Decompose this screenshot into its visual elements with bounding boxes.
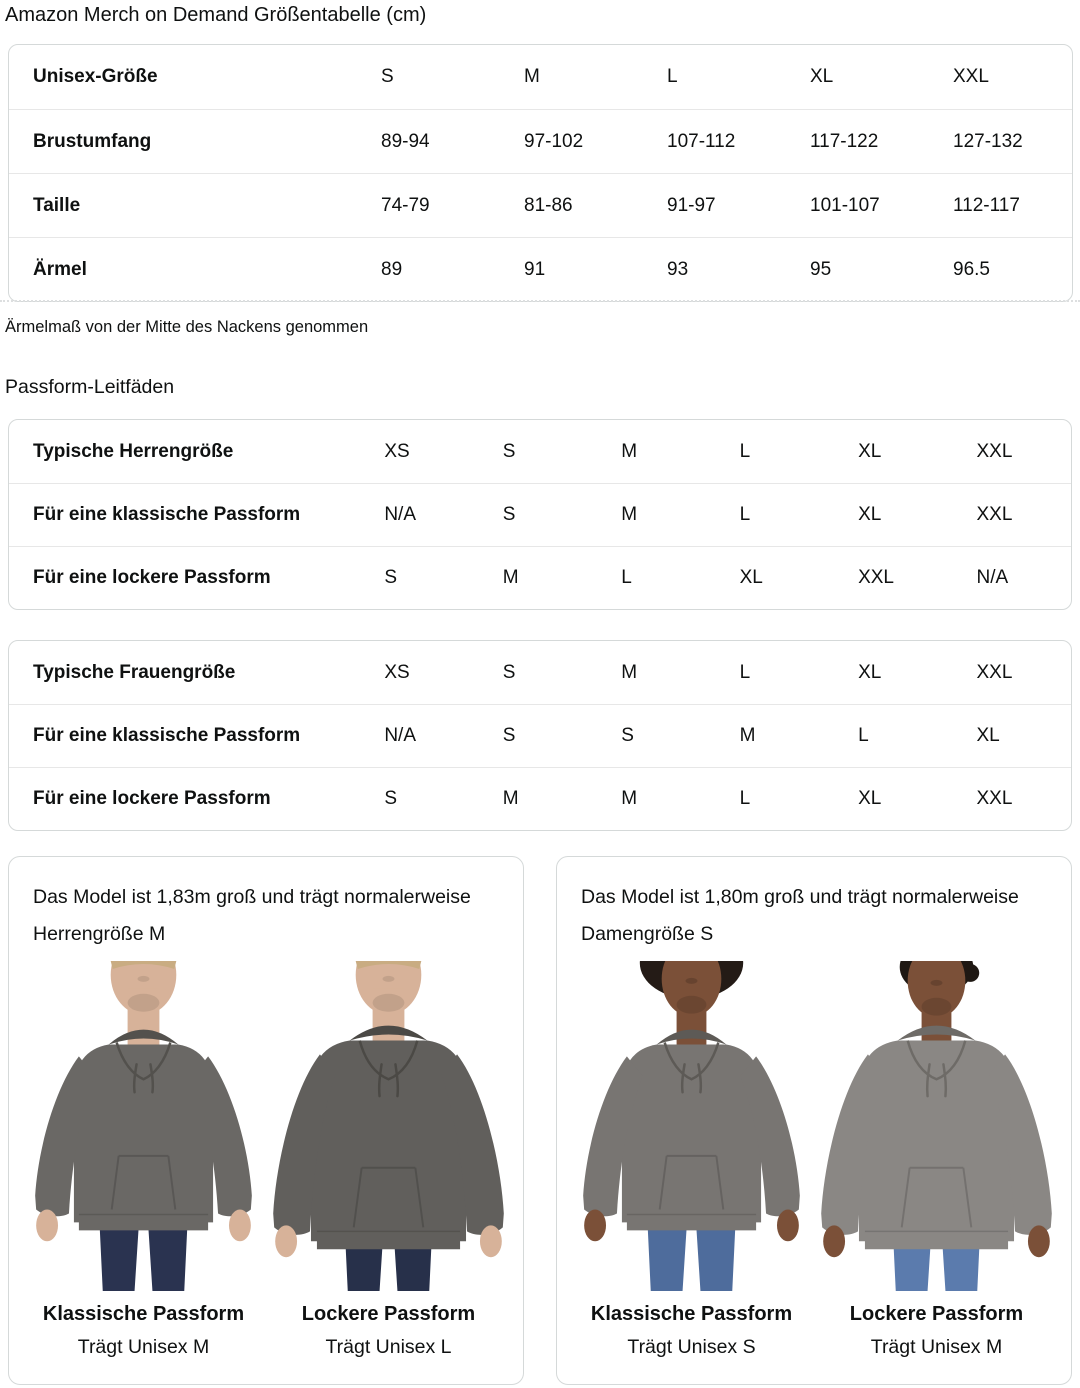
photo-block-classic	[572, 961, 811, 1359]
row-label: Unisex-Größe	[33, 66, 158, 87]
size-cell: 97-102	[500, 109, 643, 173]
womens-fit-table-wrap	[8, 640, 1072, 831]
size-cell: XL	[953, 704, 1072, 767]
size-cell: XL	[810, 66, 834, 87]
row-label: Für eine klassische Passform	[9, 483, 360, 546]
size-cell: M	[479, 546, 597, 609]
row-label: Ärmel	[9, 237, 357, 301]
size-cell: L	[739, 440, 751, 462]
size-cell: 91	[500, 237, 643, 301]
size-cell: XXL	[976, 661, 1013, 683]
size-cell: XXL	[953, 66, 989, 87]
row-label: Typische Frauengröße	[33, 661, 236, 683]
row-label: Typische Herrengröße	[33, 440, 234, 462]
size-cell: L	[716, 483, 834, 546]
wears-caption: Trägt Unisex L	[325, 1336, 452, 1358]
size-cell: XL	[858, 440, 882, 462]
size-cell: XXL	[976, 440, 1013, 462]
size-cell: XL	[716, 546, 834, 609]
fit-caption: Lockere Passform	[849, 1303, 1024, 1325]
size-cell: L	[667, 66, 678, 87]
model-card-men	[8, 856, 524, 1385]
size-cell: 89-94	[357, 109, 500, 173]
size-cell: 101-107	[786, 173, 929, 237]
photos-row	[25, 961, 507, 1359]
table-row	[9, 45, 1072, 109]
size-cell: M	[621, 440, 638, 462]
model-photo-women-classic	[572, 961, 811, 1291]
size-cell: L	[716, 767, 834, 830]
table-row	[9, 237, 1072, 301]
table-row	[9, 546, 1071, 609]
size-cell: L	[834, 704, 952, 767]
size-cell: XL	[834, 483, 952, 546]
page-title: Amazon Merch on Demand Größentabelle (cm)	[5, 4, 427, 26]
size-cell: M	[524, 66, 540, 87]
model-cards-row	[8, 856, 1072, 1385]
size-cell: N/A	[360, 704, 478, 767]
size-cell: L	[739, 661, 751, 683]
size-cell: S	[502, 440, 516, 462]
photos-row	[573, 961, 1055, 1359]
fit-caption: Lockere Passform	[301, 1303, 476, 1325]
size-cell: 93	[643, 237, 786, 301]
size-cell: M	[621, 661, 638, 683]
size-cell: 74-79	[357, 173, 500, 237]
size-cell: S	[479, 704, 597, 767]
size-cell: 107-112	[643, 109, 786, 173]
wears-caption: Trägt Unisex S	[627, 1336, 756, 1358]
size-cell: L	[597, 546, 715, 609]
size-cell: XS	[384, 440, 410, 462]
mens-fit-table-wrap	[8, 419, 1072, 610]
size-cell: N/A	[360, 483, 478, 546]
table-row	[9, 420, 1071, 483]
womens-fit-table	[8, 640, 1072, 831]
row-label: Brustumfang	[9, 109, 357, 173]
table-row	[9, 109, 1072, 173]
wears-caption: Trägt Unisex M	[870, 1336, 1003, 1358]
size-cell: M	[716, 704, 834, 767]
unisex-size-table	[8, 44, 1073, 302]
size-cell: M	[479, 767, 597, 830]
size-cell: XXL	[953, 483, 1072, 546]
fit-caption: Klassische Passform	[590, 1303, 793, 1325]
size-cell: S	[381, 66, 394, 87]
photo-block-loose	[817, 961, 1056, 1359]
size-cell: 112-117	[929, 173, 1072, 237]
unisex-size-table-wrap	[8, 44, 1072, 302]
size-cell: S	[360, 767, 478, 830]
mens-fit-table	[8, 419, 1072, 610]
fit-caption: Klassische Passform	[42, 1303, 245, 1325]
table-row	[9, 767, 1071, 830]
size-cell: 96.5	[929, 237, 1072, 301]
photo-block-classic	[24, 961, 263, 1359]
size-cell: S	[502, 661, 516, 683]
row-label: Für eine lockere Passform	[9, 546, 360, 609]
size-cell: XXL	[834, 546, 952, 609]
wears-caption: Trägt Unisex M	[77, 1336, 210, 1358]
size-cell: XXL	[953, 767, 1072, 830]
size-cell: S	[360, 546, 478, 609]
model-photo-women-loose	[817, 961, 1056, 1291]
size-cell: M	[597, 767, 715, 830]
table-row	[9, 483, 1071, 546]
size-cell: XL	[858, 661, 882, 683]
model-photo-men-loose	[269, 961, 508, 1291]
size-cell: S	[479, 483, 597, 546]
model-photo-men-classic	[24, 961, 263, 1291]
size-cell: 95	[786, 237, 929, 301]
size-cell: 81-86	[500, 173, 643, 237]
sleeve-note: Ärmelmaß von der Mitte des Nackens genommen	[5, 318, 369, 336]
row-label: Für eine klassische Passform	[9, 704, 360, 767]
table-row	[9, 704, 1071, 767]
size-cell: 91-97	[643, 173, 786, 237]
row-label: Taille	[9, 173, 357, 237]
size-cell: N/A	[953, 546, 1072, 609]
size-cell: M	[597, 483, 715, 546]
photo-block-loose	[269, 961, 508, 1359]
table-row	[9, 173, 1072, 237]
model-card-women	[556, 856, 1072, 1385]
table-row	[9, 641, 1071, 704]
size-cell: XL	[834, 767, 952, 830]
size-cell: XS	[384, 661, 410, 683]
row-label: Für eine lockere Passform	[9, 767, 360, 830]
size-cell: S	[597, 704, 715, 767]
size-cell: 117-122	[786, 109, 929, 173]
fit-guides-heading: Passform-Leitfäden	[5, 376, 175, 398]
model-description: Das Model ist 1,80m groß und trägt normalerweise Damengröße S	[581, 886, 1019, 945]
size-cell: 89	[357, 237, 500, 301]
size-cell: 127-132	[929, 109, 1072, 173]
model-description: Das Model ist 1,83m groß und trägt normalerweise Herrengröße M	[33, 886, 471, 945]
